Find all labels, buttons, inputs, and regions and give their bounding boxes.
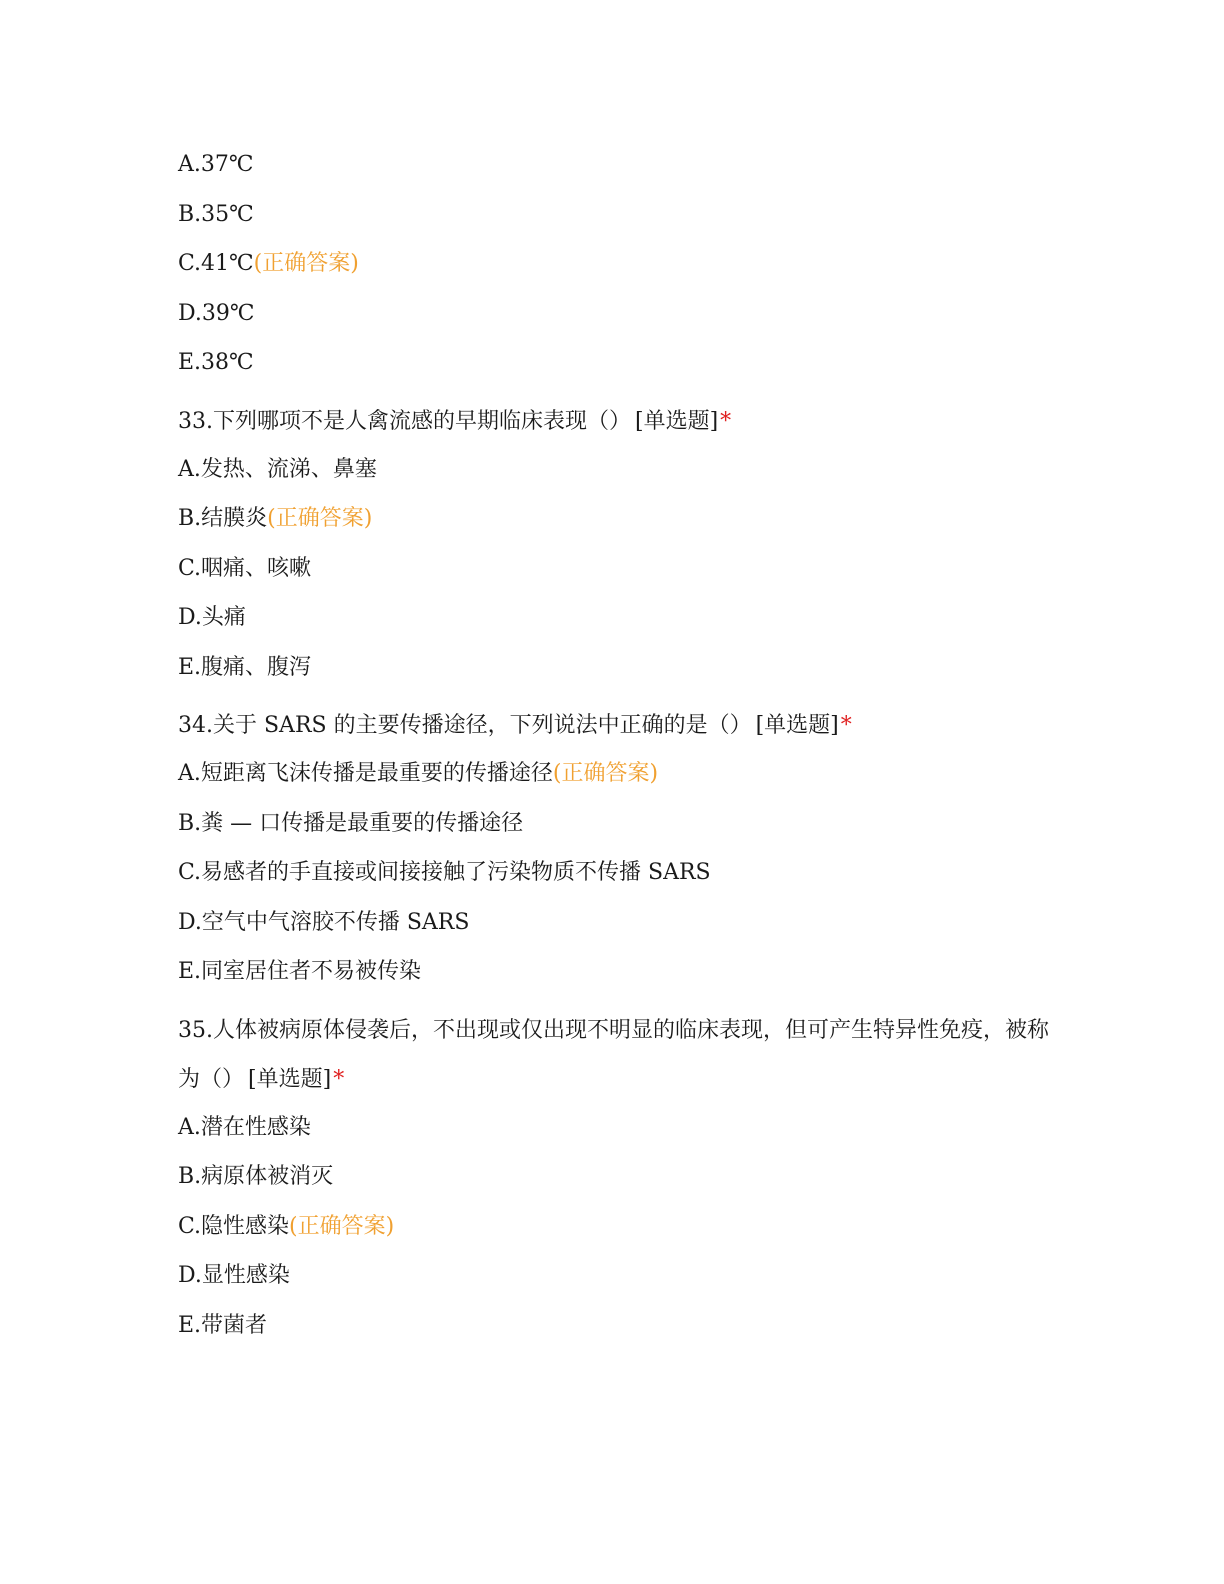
correct-answer-marker: (正确答案) [267,506,373,531]
option-label: D.空气中气溶胶不传播 SARS [178,909,470,935]
option-33-e [178,651,1058,701]
question-type-tag: [单选题] [755,713,839,738]
option-34-d [178,906,1058,956]
option-33-b [178,502,1058,552]
option-32-b [178,198,1058,248]
option-35-c [178,1210,1058,1260]
option-33-d [178,601,1058,651]
option-label: C.隐性感染 [178,1213,290,1239]
option-label: B.35℃ [178,201,254,227]
question-33-options [178,453,1058,701]
question-32-options [178,148,1058,396]
required-asterisk: * [333,1066,345,1092]
option-34-b [178,807,1058,857]
option-label: B.结膜炎 [178,506,268,531]
question-stem: 34.关于 SARS 的主要传播途径，下列说法中正确的是（） [178,713,752,738]
option-32-d [178,297,1058,347]
option-33-c [178,552,1058,602]
option-label: D.显性感染 [178,1263,290,1288]
document-page [178,148,1058,1358]
option-label: A.发热、流涕、鼻塞 [178,456,377,482]
option-label: C.41℃ [178,251,254,276]
option-label: D.39℃ [178,300,255,326]
option-34-a [178,757,1058,807]
question-stem: 35.人体被病原体侵袭后，不出现或仅出现不明显的临床表现，但可产生特异性免疫，被称为（） [178,1017,1049,1092]
question-stem: 33.下列哪项不是人禽流感的早期临床表现（） [178,408,631,434]
question-33-text [178,397,1058,446]
required-asterisk: * [840,713,852,738]
question-35-text [178,1006,1058,1104]
option-label: E.带菌者 [178,1312,268,1338]
question-type-tag: [单选题] [635,408,719,434]
option-label: A.短距离飞沫传播是最重要的传播途径 [178,761,553,786]
question-35-options [178,1111,1058,1359]
option-34-e [178,955,1058,1005]
option-35-e [178,1309,1058,1359]
option-32-c [178,247,1058,297]
option-32-a [178,148,1058,198]
correct-answer-marker: (正确答案) [253,251,359,276]
question-34-text [178,701,1058,750]
option-35-d [178,1259,1058,1309]
option-label: E.腹痛、腹泻 [178,654,312,680]
option-label: A.37℃ [178,152,254,177]
option-label: E.38℃ [178,350,254,375]
option-35-a [178,1111,1058,1161]
correct-answer-marker: (正确答案) [552,761,659,786]
option-label: B.病原体被消灭 [178,1164,334,1189]
option-label: E.同室居住者不易被传染 [178,959,422,984]
option-32-e [178,346,1058,396]
option-label: A.潜在性感染 [178,1114,311,1140]
option-label: C.易感者的手直接或间接接触了污染物质不传播 SARS [178,860,711,885]
option-34-c [178,856,1058,906]
option-label: D.头痛 [178,605,246,630]
question-34-options [178,757,1058,1005]
question-type-tag: [单选题] [248,1066,332,1092]
option-35-b [178,1160,1058,1210]
option-label: C.咽痛、咳嗽 [178,555,312,581]
required-asterisk: * [720,408,732,434]
option-33-a [178,453,1058,503]
correct-answer-marker: (正确答案) [289,1213,395,1239]
option-label: B.粪 — 口传播是最重要的传播途径 [178,810,524,836]
